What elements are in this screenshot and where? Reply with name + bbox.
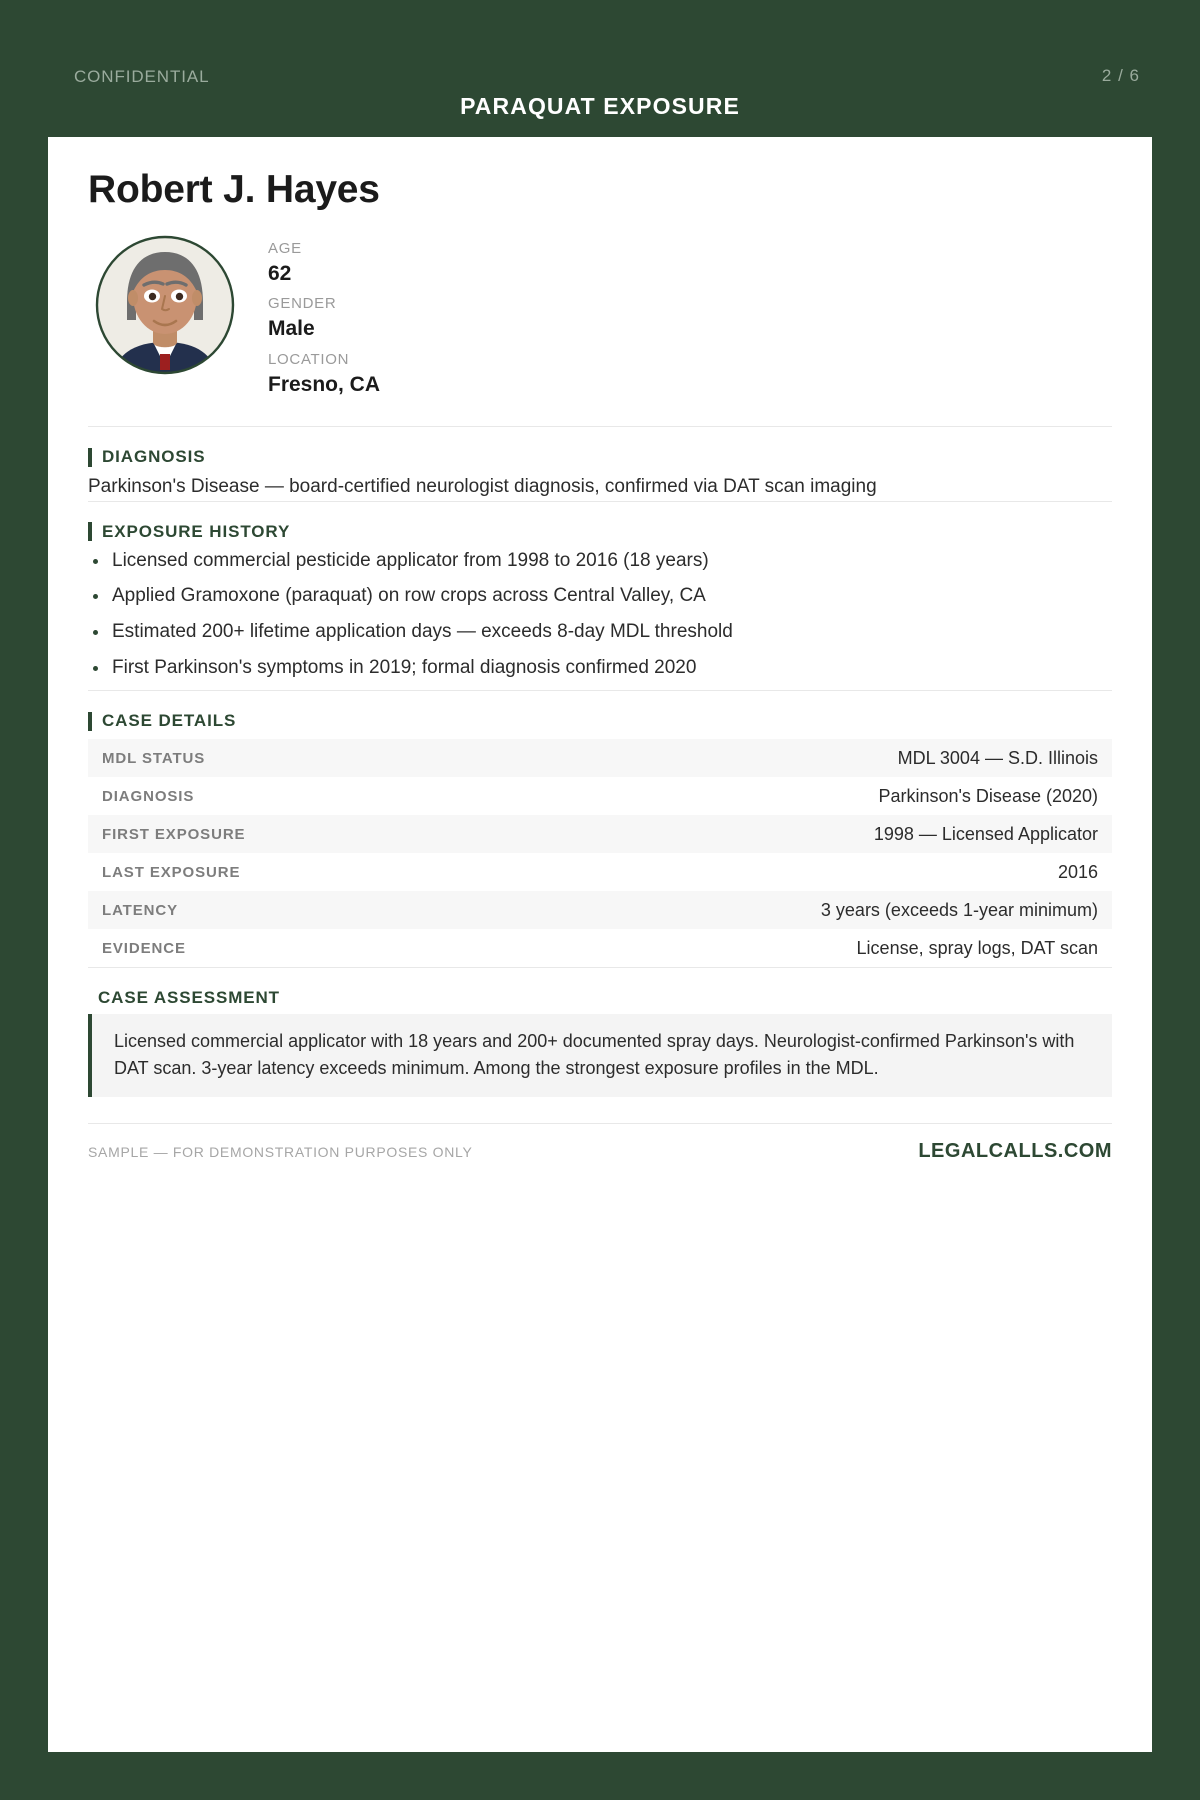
table-row <box>88 929 1112 967</box>
row-label: DIAGNOSIS <box>102 787 195 805</box>
diagnosis-heading <box>88 447 1112 467</box>
identity-fields <box>268 234 380 404</box>
male-person-avatar-icon <box>94 234 236 376</box>
exposure-history-list <box>88 548 1112 681</box>
list-item: First Parkinson's symptoms in 2019; formal diagnosis confirmed 2020 <box>88 655 1112 681</box>
card-footer <box>88 1123 1112 1163</box>
identity-block <box>88 234 1112 426</box>
page-title: Robert J. Hayes <box>88 168 380 211</box>
row-label: MDL STATUS <box>102 749 206 767</box>
assessment-callout <box>92 1014 1112 1096</box>
row-label: LAST EXPOSURE <box>102 863 241 881</box>
case-details-section <box>88 691 1112 967</box>
age-value: 62 <box>268 261 292 285</box>
list-item: Licensed commercial pesticide applicator from 1998 to 2016 (18 years) <box>88 548 1112 574</box>
case-assessment-section <box>88 968 1112 1096</box>
gender-value: Male <box>268 317 315 341</box>
document-title: PARAQUAT EXPOSURE <box>460 93 740 119</box>
case-assessment-body <box>88 1014 1112 1096</box>
sample-disclaimer: SAMPLE — FOR DEMONSTRATION PURPOSES ONLY <box>88 1143 473 1160</box>
age-label: AGE <box>268 239 302 257</box>
document-header-bar <box>0 0 1200 137</box>
row-value: 3 years (exceeds 1-year minimum) <box>820 899 1098 920</box>
case-details-table <box>88 739 1112 967</box>
diagnosis-section <box>88 427 1112 501</box>
location-value: Fresno, CA <box>268 372 381 396</box>
section-title: DIAGNOSIS <box>102 447 206 467</box>
avatar <box>94 234 236 376</box>
confidential-label: CONFIDENTIAL <box>74 67 210 86</box>
list-item: Applied Gramoxone (paraquat) on row crops across Central Valley, CA <box>88 583 1112 609</box>
case-assessment-heading <box>88 988 1112 1008</box>
table-row <box>88 777 1112 815</box>
accent-bar-icon <box>88 448 92 467</box>
row-label: EVIDENCE <box>102 939 186 957</box>
brand-wordmark: LEGALCALLS.COM <box>918 1139 1112 1162</box>
list-item: Estimated 200+ lifetime application days — exceeds 8-day MDL threshold <box>88 619 1112 645</box>
row-value: MDL 3004 — S.D. Illinois <box>897 747 1098 768</box>
table-row <box>88 853 1112 891</box>
section-title: CASE DETAILS <box>102 711 237 731</box>
exposure-history-section <box>88 502 1112 681</box>
row-value: 2016 <box>1057 861 1098 882</box>
row-label: LATENCY <box>102 901 179 919</box>
row-value: Parkinson's Disease (2020) <box>878 785 1098 806</box>
location-label: LOCATION <box>268 350 350 368</box>
row-value: License, spray logs, DAT scan <box>856 937 1098 958</box>
accent-bar-icon <box>88 1014 92 1096</box>
row-value: 1998 — Licensed Applicator <box>873 823 1098 844</box>
case-details-heading <box>88 711 1112 731</box>
table-row <box>88 739 1112 777</box>
table-row <box>88 891 1112 929</box>
page-indicator: 2 / 6 <box>1101 66 1140 85</box>
gender-label: GENDER <box>268 295 337 313</box>
row-label: FIRST EXPOSURE <box>102 825 246 843</box>
table-row <box>88 815 1112 853</box>
section-title: CASE ASSESSMENT <box>98 988 280 1008</box>
case-profile-card <box>48 137 1152 1752</box>
assessment-text: Licensed commercial applicator with 18 years and 200+ documented spray days. Neurologist-confirmed Parkinson's with DAT scan. 3-year latency exceeds minimum. Among the strongest exposure profiles in the MDL. <box>114 1031 1075 1078</box>
section-title: EXPOSURE HISTORY <box>102 521 291 541</box>
accent-bar-icon <box>88 712 92 731</box>
accent-bar-icon <box>88 522 92 541</box>
diagnosis-text: Parkinson's Disease — board-certified neurologist diagnosis, confirmed via DAT scan imaging <box>88 476 877 498</box>
exposure-history-heading <box>88 522 1112 542</box>
